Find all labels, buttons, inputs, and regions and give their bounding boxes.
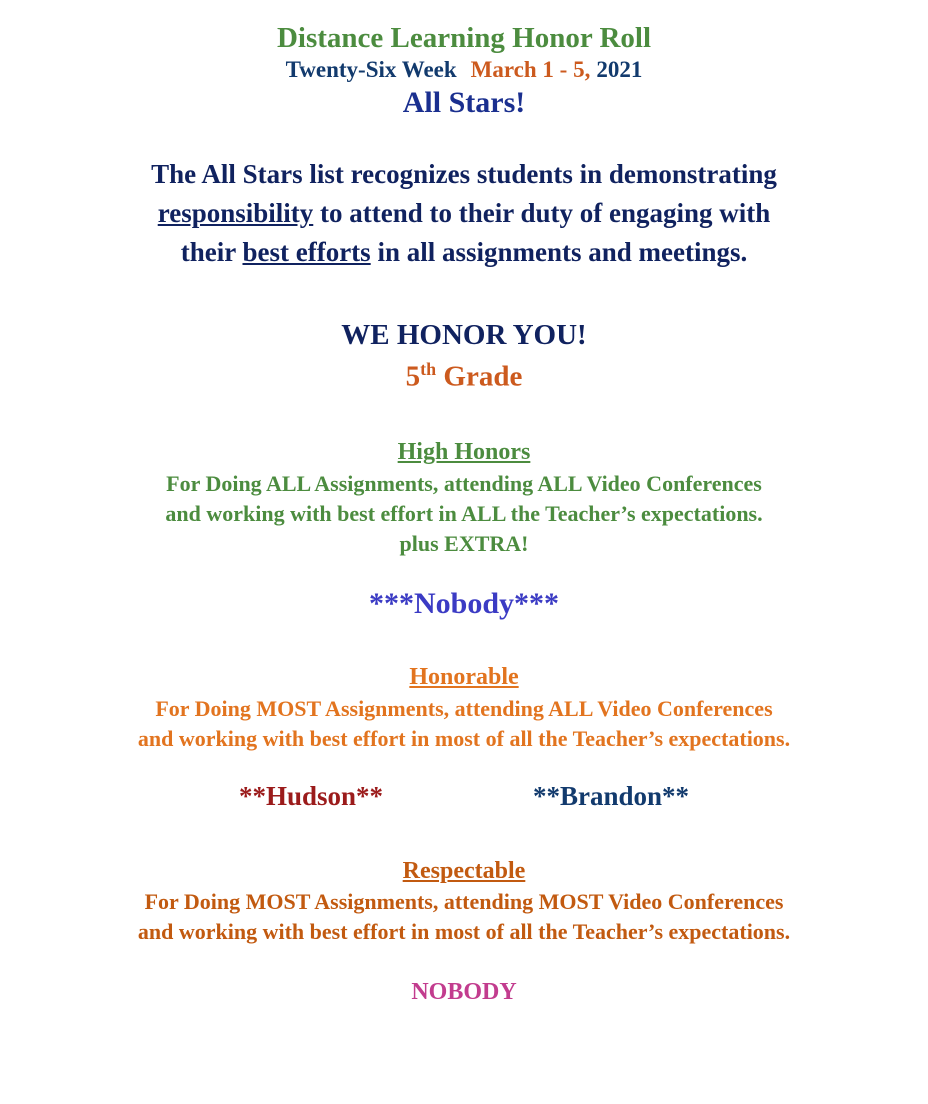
- all-stars-heading: All Stars!: [402, 85, 526, 119]
- grade-word: Grade: [436, 360, 523, 393]
- subtitle-row: [26, 57, 902, 83]
- section-high-honors: [26, 438, 902, 623]
- week-label: Twenty-Six Week: [285, 57, 457, 83]
- section-description-high-honors: [26, 469, 902, 558]
- names-row-respectable: [26, 973, 902, 1008]
- intro-underline-responsibility: responsibility: [157, 197, 314, 228]
- section-respectable: [26, 857, 902, 1008]
- names-row-high-honors: [26, 584, 902, 623]
- intro-line-2: to attend to their duty of engaging with: [313, 197, 771, 228]
- student-name: **Brandon**: [533, 781, 690, 812]
- grade-heading: [26, 359, 902, 394]
- section-heading-honorable: Honorable: [409, 664, 519, 691]
- intro-paragraph: [44, 155, 884, 272]
- names-row-honorable: [26, 779, 902, 814]
- grade-ordinal-suffix: th: [420, 359, 437, 379]
- desc-line-1: For Doing ALL Assignments, attending ALL Video Conferences: [166, 471, 762, 497]
- desc-line-1: For Doing MOST Assignments, attending ALL Video Conferences: [155, 696, 773, 722]
- we-honor-you-heading: WE HONOR YOU!: [341, 319, 587, 352]
- section-honorable: [26, 663, 902, 814]
- page-title: Distance Learning Honor Roll: [276, 22, 652, 54]
- desc-line-3: plus EXTRA!: [399, 530, 529, 556]
- grade-number: 5: [405, 360, 421, 393]
- student-name: **Hudson**: [238, 781, 383, 812]
- intro-line-3-prefix: their: [180, 237, 243, 268]
- desc-line-2: and working with best effort in most of all the Teacher’s expectations.: [137, 919, 791, 945]
- desc-line-2: and working with best effort in most of all the Teacher’s expectations.: [137, 725, 791, 751]
- intro-underline-best-efforts: best efforts: [242, 237, 371, 268]
- student-name: ***Nobody***: [368, 587, 560, 621]
- year-label: 2021: [596, 57, 643, 83]
- section-heading-respectable: Respectable: [402, 857, 526, 884]
- desc-line-2: and working with best effort in ALL the Teacher’s expectations.: [165, 500, 763, 526]
- section-heading-high-honors: High Honors: [397, 439, 531, 466]
- intro-line-1: The All Stars list recognizes students in demonstrating: [151, 158, 777, 189]
- section-description-respectable: [26, 887, 902, 946]
- desc-line-1: For Doing MOST Assignments, attending MOST Video Conferences: [144, 889, 784, 915]
- date-range: March 1 - 5,: [470, 57, 591, 83]
- student-name: NOBODY: [411, 978, 517, 1005]
- intro-line-3-suffix: in all assignments and meetings.: [370, 237, 748, 268]
- section-description-honorable: [26, 694, 902, 753]
